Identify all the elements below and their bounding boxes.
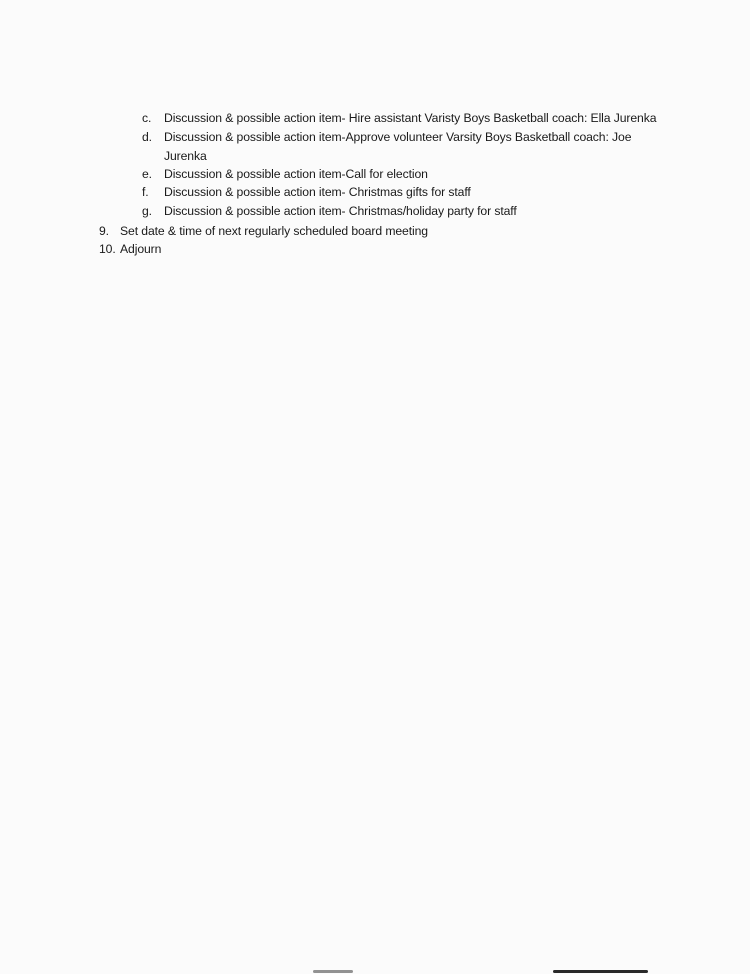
- list-marker: e.: [142, 167, 152, 181]
- list-marker: f.: [142, 185, 149, 199]
- list-item-text: Discussion & possible action item- Christmas gifts for staff: [164, 185, 471, 199]
- scan-artifact: [553, 970, 648, 973]
- list-item-text: Set date & time of next regularly scheduled board meeting: [120, 224, 428, 238]
- list-marker: 9.: [99, 224, 109, 238]
- list-item-text: Discussion & possible action item- Hire assistant Varisty Boys Basketball coach: Ella Jurenka: [164, 111, 657, 125]
- list-marker: d.: [142, 130, 152, 144]
- list-item-text: Discussion & possible action item-Approve volunteer Varsity Boys Basketball coach: Joe: [164, 130, 632, 144]
- list-item-text: Discussion & possible action item- Christmas/holiday party for staff: [164, 204, 517, 218]
- list-item-text: Adjourn: [120, 242, 162, 256]
- scan-artifact: [313, 970, 353, 973]
- list-item-text: Jurenka: [164, 149, 207, 163]
- list-marker: g.: [142, 204, 152, 218]
- list-item-text: Discussion & possible action item-Call for election: [164, 167, 428, 181]
- list-marker: c.: [142, 111, 152, 125]
- list-marker: 10.: [99, 242, 116, 256]
